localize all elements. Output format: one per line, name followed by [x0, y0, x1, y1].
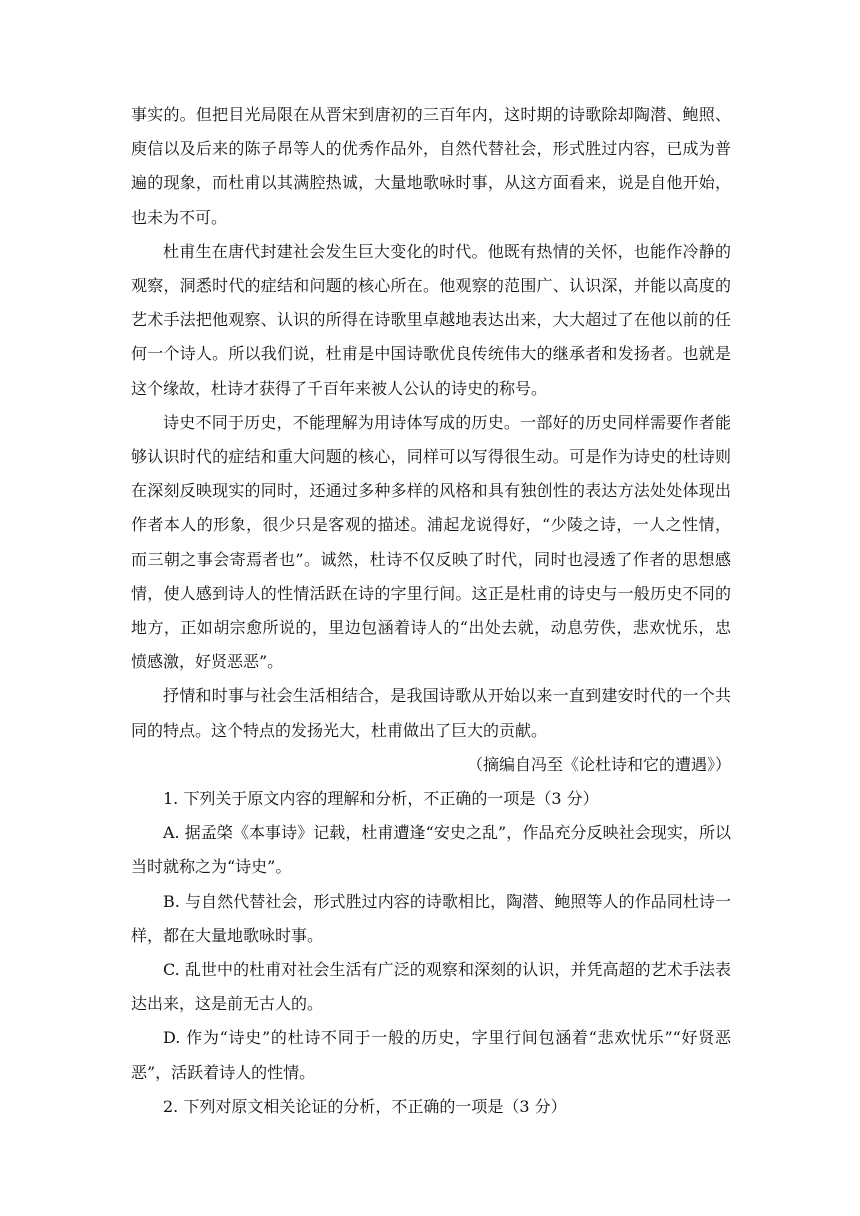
article-paragraph: 杜甫生在唐代封建社会发生巨大变化的时代。他既有热情的关怀，也能作冷静的观察，洞悉时代的症结和问题的核心所在。他观察的范围广、认识深，并能以高度的艺术手法把他观察、认识的所得在诗歌里卓越地表达出来，大大超过了在他以前的任何一个诗人。所以我们说，杜甫是中国诗歌优良传统伟大的继承者和发扬者。也就是这个缘故，杜诗才获得了千百年来被人公认的诗史的称号。: [131, 241, 731, 398]
article-paragraph: 诗史不同于历史，不能理解为用诗体写成的历史。一部好的历史同样需要作者能够认识时代的症结和重大问题的核心，同样可以写得很生动。可是作为诗史的杜诗则在深刻反映现实的同时，还通过多种多样的风格和具有独创性的表达方法处处体现出作者本人的形象，很少只是客观的描述。浦起龙说得好，“少陵之诗，一人之性情，而三朝之事会寄焉者也”。诚然，杜诗不仅反映了时代，同时也浸透了作者的思想感情，使人感到诗人的性情活跃在诗的字里行间。这正是杜甫的诗史与一般历史不同的地方，正如胡宗愈所说的，里边包涵着诗人的“出处去就，动息劳佚，悲欢忧乐，忠愤感激，好贤恶恶”。: [131, 412, 731, 672]
question-stem: 2. 下列对原文相关论证的分析，不正确的一项是（3 分）: [163, 1096, 567, 1116]
question-stem: 1. 下列关于原文内容的理解和分析，不正确的一项是（3 分）: [163, 789, 599, 809]
article-source: （摘编自冯至《论杜诗和它的遭遇》）: [466, 754, 731, 774]
article-paragraph: 事实的。但把目光局限在从晋宋到唐初的三百年内，这时期的诗歌除却陶潜、鲍照、庾信以及后来的陈子昂等人的优秀作品外，自然代替社会，形式胜过内容，已成为普遍的现象，而杜甫以其满腔热诚，大量地歌咏时事，从这方面看来，说是自他开始，也未为不可。: [131, 105, 731, 227]
answer-option-b: B. 与自然代替社会，形式胜过内容的诗歌相比，陶潜、鲍照等人的作品同杜诗一样，都在大量地歌咏时事。: [131, 891, 731, 945]
document-page: [131, 98, 731, 1124]
answer-option-d: D. 作为“诗史”的杜诗不同于一般的历史，字里行间包涵着“悲欢忧乐”“好贤恶恶”，活跃着诗人的性情。: [131, 1028, 731, 1082]
article-paragraph: 抒情和时事与社会生活相结合，是我国诗歌从开始以来一直到建安时代的一个共同的特点。这个特点的发扬光大，杜甫做出了巨大的贡献。: [131, 686, 731, 740]
answer-option-c: C. 乱世中的杜甫对社会生活有广泛的观察和深刻的认识，并凭高超的艺术手法表达出来，这是前无古人的。: [131, 960, 731, 1014]
answer-option-a: A. 据孟棨《本事诗》记载，杜甫遭逢“安史之乱”，作品充分反映社会现实，所以当时就称之为“诗史”。: [131, 823, 731, 877]
